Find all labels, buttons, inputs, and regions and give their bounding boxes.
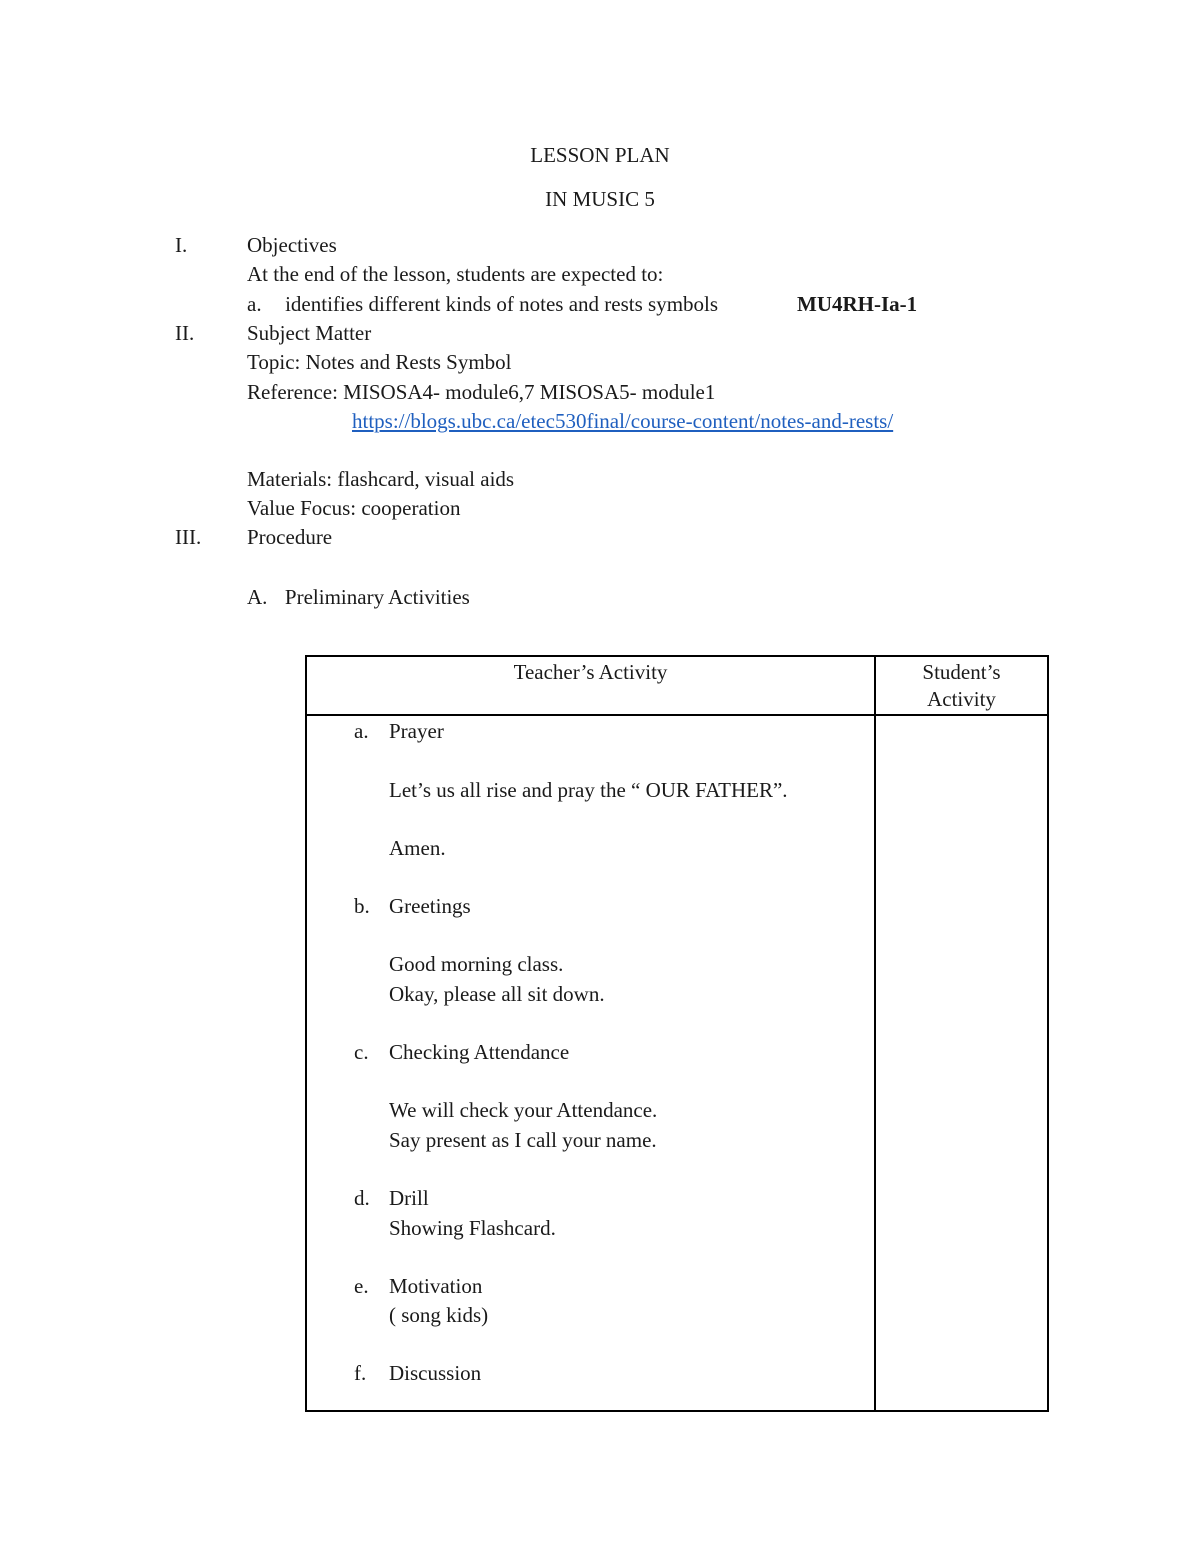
section-number-subject: II. xyxy=(175,321,195,345)
activity-label: e. xyxy=(354,1274,369,1298)
activity-label: c. xyxy=(354,1040,369,1064)
objectives-heading: Objectives xyxy=(247,233,337,257)
subsection-heading: Preliminary Activities xyxy=(284,585,470,609)
teacher-activity-cell xyxy=(306,715,875,1411)
student-activity-header-line2: Activity xyxy=(927,687,996,711)
objective-item-label: a. xyxy=(247,292,262,316)
page-subtitle: IN MUSIC 5 xyxy=(545,187,655,211)
section-number-procedure: III. xyxy=(175,525,202,549)
teacher-activity-header-label: Teacher’s Activity xyxy=(513,660,668,684)
table-header-row xyxy=(306,656,1048,715)
activity-label: a. xyxy=(354,719,369,743)
subject-reference: Reference: MISOSA4- module6,7 MISOSA5- module1 xyxy=(247,380,716,404)
objective-item xyxy=(247,292,718,317)
table-body-row xyxy=(306,715,1048,1411)
procedure-heading: Procedure xyxy=(247,525,333,549)
subject-materials: Materials: flashcard, visual aids xyxy=(247,467,515,491)
activity-label: f. xyxy=(354,1361,367,1385)
objectives-intro: At the end of the lesson, students are expected to: xyxy=(247,262,664,286)
activity-text: Say present as I call your name. xyxy=(389,1128,657,1152)
objective-item-text: identifies different kinds of notes and rests symbols xyxy=(285,292,719,316)
student-activity-cell xyxy=(875,715,1048,1411)
subsection-label: A. xyxy=(247,585,268,609)
subject-value-focus: Value Focus: cooperation xyxy=(247,496,461,520)
activity-title: Checking Attendance xyxy=(389,1040,570,1064)
activities-table xyxy=(305,655,1049,1412)
activity-text: Let’s us all rise and pray the “ OUR FATHER”. xyxy=(389,778,788,802)
activity-text: ( song kids) xyxy=(389,1303,489,1327)
student-activity-header-line1: Student’s xyxy=(922,660,1001,684)
preliminary-activities xyxy=(247,585,470,610)
activity-text: Okay, please all sit down. xyxy=(389,982,605,1006)
activity-text: Showing Flashcard. xyxy=(389,1216,556,1240)
activity-title: Prayer xyxy=(389,719,444,743)
page-title: LESSON PLAN xyxy=(530,143,670,167)
competency-code: MU4RH-Ia-1 xyxy=(797,292,918,316)
teacher-activity-header xyxy=(306,656,875,715)
activity-label: d. xyxy=(354,1186,370,1210)
subject-heading: Subject Matter xyxy=(247,321,372,345)
student-activity-header xyxy=(875,656,1048,715)
activity-text: Good morning class. xyxy=(389,952,564,976)
reference-link[interactable]: https://blogs.ubc.ca/etec530final/course-content/notes-and-rests/ xyxy=(352,409,894,433)
activity-title: Greetings xyxy=(389,894,471,918)
activity-title: Motivation xyxy=(389,1274,483,1298)
activity-title: Discussion xyxy=(389,1361,482,1385)
activity-text: Amen. xyxy=(389,836,446,860)
activity-title: Drill xyxy=(389,1186,429,1210)
activity-label: b. xyxy=(354,894,370,918)
subject-topic: Topic: Notes and Rests Symbol xyxy=(247,350,512,374)
section-number-objectives: I. xyxy=(175,233,188,257)
activity-text: We will check your Attendance. xyxy=(389,1098,658,1122)
